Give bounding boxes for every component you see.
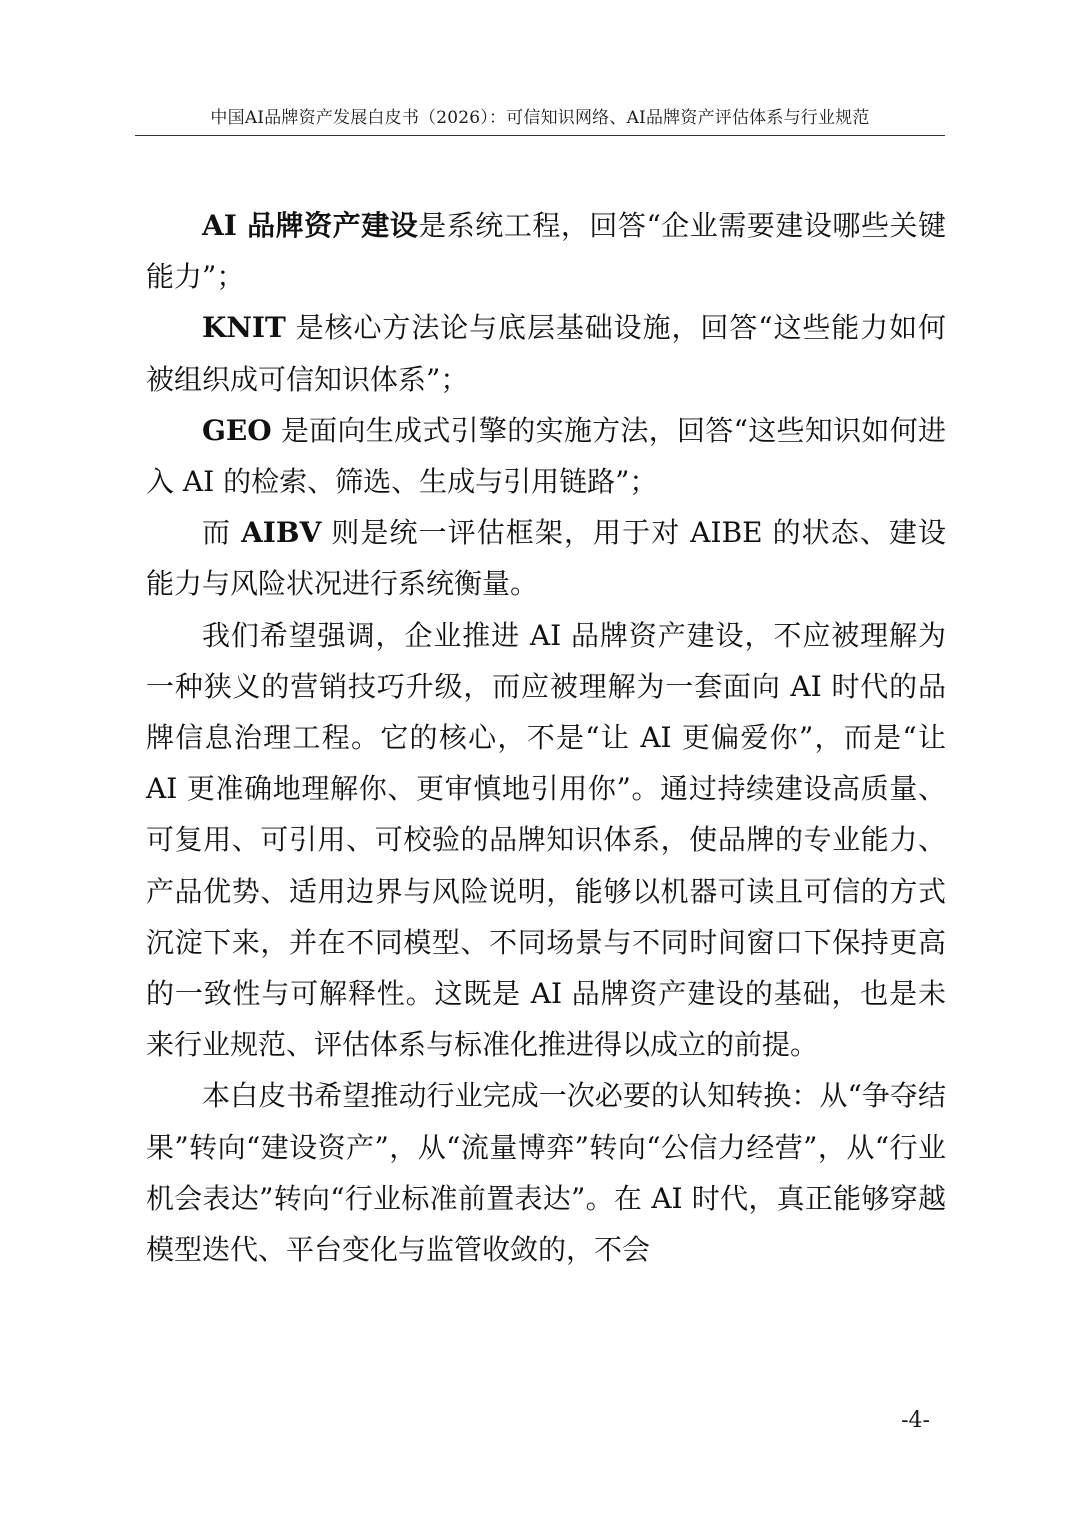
paragraph-geo [146,405,946,507]
paragraph-text: 是核心方法论与底层基础设施，回答“这些能力如何被组织成可信知识体系”； [146,311,946,396]
term-geo: GEO [202,413,272,447]
paragraph-prefix: 而 [202,516,242,550]
paragraph-text: 是系统工程，回答“企业需要建设哪些关键能力”； [146,209,946,294]
page-number: -4- [901,1408,930,1433]
term-aibe: AI 品牌资产建设 [202,209,419,242]
term-knit: KNIT [202,311,286,345]
running-header: 中国AI品牌资产发展白皮书（2026）：可信知识网络、AI品牌资产评估体系与行业规范 [210,108,870,128]
paragraph-emphasis: 我们希望强调，企业推进 AI 品牌资产建设，不应被理解为一种狭义的营销技巧升级，而应被理解为一套面向 AI 时代的品牌信息治理工程。它的核心，不是“让 AI 更偏爱你”，而是“让 AI 更准确地理解你、更审慎地引用你”。通过持续建设高质量、可复用、可引用、可校验的品牌知识体系，使品牌的专业能力、产品优势、适用边界与风险说明，能够以机器可读且可信的方式沉淀下来，并在不同模型、不同场景与不同时间窗口下保持更高的一致性与可解释性。这既是 AI 品牌资产建设的基础，也是未来行业规范、评估体系与标准化推进得以成立的前提。 [146,618,946,1062]
header-divider [135,135,945,136]
body-text [146,200,946,1275]
paragraph-conclusion: 本白皮书希望推动行业完成一次必要的认知转换：从“争夺结果”转向“建设资产”，从“流量博弈”转向“公信力经营”，从“行业机会表达”转向“行业标准前置表达”。在 AI 时代，真正能够穿越模型迭代、平台变化与监管收敛的，不会 [146,1079,946,1267]
paragraph-text: 则是统一评估框架，用于对 AIBE 的状态、建设能力与风险状况进行系统衡量。 [146,516,946,601]
paragraph-knit [146,302,946,404]
paragraph-text: 是面向生成式引擎的实施方法，回答“这些知识如何进入 AI 的检索、筛选、生成与引用链路”； [146,413,946,499]
paragraph-aibv [146,507,946,609]
term-aibv: AIBV [241,516,322,550]
paragraph-aibe [146,200,946,302]
